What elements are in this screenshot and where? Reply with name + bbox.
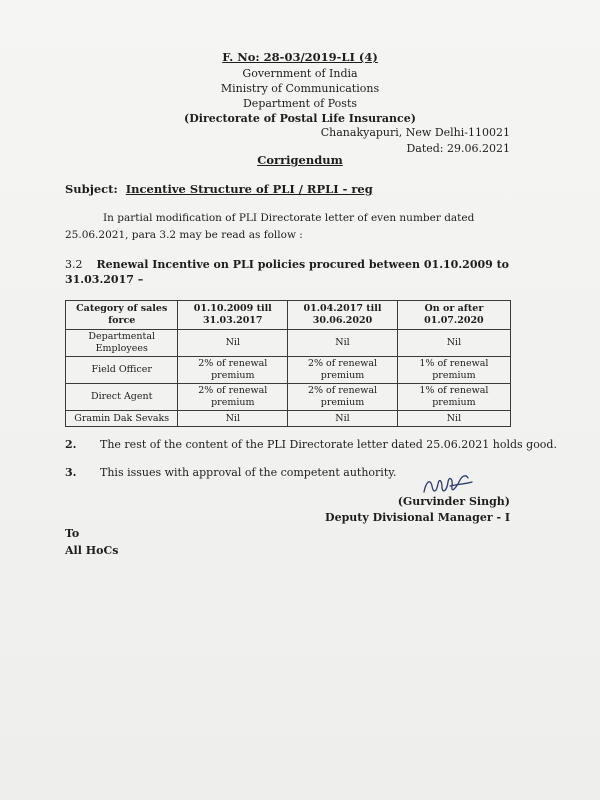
point-text: The rest of the content of the PLI Directorate letter dated 25.06.2021 holds good. [100,438,557,451]
section-number: 3.2 [65,258,83,271]
table-cell: Direct Agent [66,384,178,411]
point-3 [65,466,396,479]
recipient-block [65,525,118,559]
table-cell: Nil [397,411,510,427]
table-cell: Field Officer [66,357,178,384]
subject-line [65,182,373,196]
table-cell: Departmental Employees [66,330,178,357]
table-row [66,384,511,411]
signatory-name: (Gurvinder Singh) [397,495,510,508]
ministry-line: Ministry of Communications [220,82,380,95]
subject-label: Subject: [65,182,118,196]
section-heading [65,257,515,287]
government-line: Government of India [242,67,358,80]
subject-text: Incentive Structure of PLI / RPLI - reg [125,182,373,196]
table-header-cell: 01.10.2009 till 31.03.2017 [178,301,288,330]
file-number: F. No: 28-03/2019-LI (4) [222,50,378,64]
table-cell: 2% of renewal premium [178,384,288,411]
table-cell: Nil [178,411,288,427]
table-header-cell: Category of sales force [66,301,178,330]
to-label: To [65,527,80,540]
table-cell: 2% of renewal premium [288,384,398,411]
table-header-row [66,301,511,330]
table-row [66,411,511,427]
table-cell: 2% of renewal premium [288,357,398,384]
table-header-cell: 01.04.2017 till 30.06.2020 [288,301,398,330]
table-cell: Nil [178,330,288,357]
point-number: 3. [65,466,77,479]
table-row [66,330,511,357]
table-cell: 1% of renewal premium [397,384,510,411]
signatory-designation: Deputy Divisional Manager - I [325,511,510,524]
date-line: Dated: 29.06.2021 [406,142,510,155]
point-2 [65,438,557,451]
incentive-table [65,300,511,427]
table-cell: 2% of renewal premium [178,357,288,384]
department-line: Department of Posts [242,97,358,110]
table-row [66,357,511,384]
table-header-cell: On or after 01.07.2020 [397,301,510,330]
directorate-line: (Directorate of Postal Life Insurance) [184,112,416,125]
table-cell: Gramin Dak Sevaks [66,411,178,427]
addressee: All HoCs [65,544,119,557]
section-heading-text: Renewal Incentive on PLI policies procured between 01.10.2009 to 31.03.2017 – [65,258,510,286]
place-line: Chanakyapuri, New Delhi-110021 [320,126,510,139]
table-cell: Nil [288,330,398,357]
table-cell: Nil [288,411,398,427]
intro-paragraph: In partial modification of PLI Directorate letter of even number dated 25.06.2021, para 3.2 may be read as follow : [65,212,475,241]
table-cell: Nil [397,330,510,357]
document-title: Corrigendum [257,153,343,167]
point-text: This issues with approval of the competent authority. [100,466,397,479]
point-number: 2. [65,438,77,451]
table-cell: 1% of renewal premium [397,357,510,384]
